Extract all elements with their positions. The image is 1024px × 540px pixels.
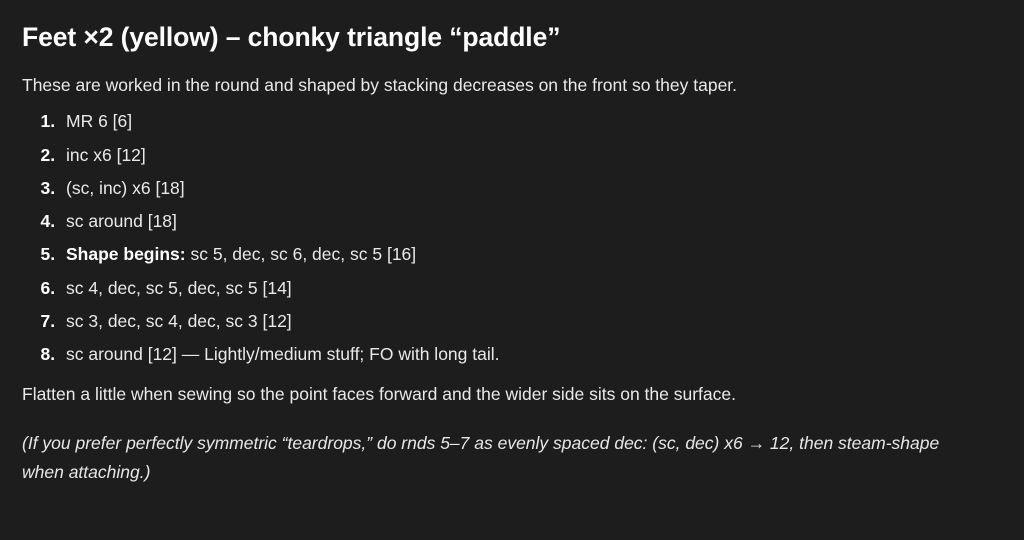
list-item: [60, 277, 998, 300]
italic-note: (If you prefer perfectly symmetric “teardrops,” do rnds 5–7 as evenly spaced dec: (sc, dec) x6 → 12, then steam-shape when attaching.): [22, 433, 940, 482]
page-title: Feet ×2 (yellow) – chonky triangle “paddle”: [22, 22, 561, 52]
rounds-list: [22, 110, 998, 366]
list-item: [60, 343, 998, 366]
round-lead: Shape begins:: [66, 244, 186, 265]
round-text: MR 6 [6]: [66, 111, 133, 132]
round-text: sc 5, dec, sc 6, dec, sc 5 [16]: [190, 244, 417, 265]
closing-paragraph: Flatten a little when sewing so the point faces forward and the wider side sits on the surface.: [22, 383, 736, 404]
round-text: sc 4, dec, sc 5, dec, sc 5 [14]: [66, 277, 292, 298]
round-text: (sc, inc) x6 [18]: [66, 177, 185, 198]
round-text: sc around [18]: [66, 211, 177, 232]
intro-paragraph: These are worked in the round and shaped by stacking decreases on the front so they taper.: [22, 75, 738, 95]
list-item: [60, 144, 998, 167]
list-item: [60, 110, 998, 133]
list-item: [60, 210, 998, 233]
round-text: sc around [12] — Lightly/medium stuff; FO with long tail.: [66, 344, 500, 365]
list-item: [60, 177, 998, 200]
round-text: sc 3, dec, sc 4, dec, sc 3 [12]: [66, 310, 292, 331]
list-item: [60, 243, 998, 266]
round-text: inc x6 [12]: [66, 144, 146, 165]
list-item: [60, 310, 998, 333]
